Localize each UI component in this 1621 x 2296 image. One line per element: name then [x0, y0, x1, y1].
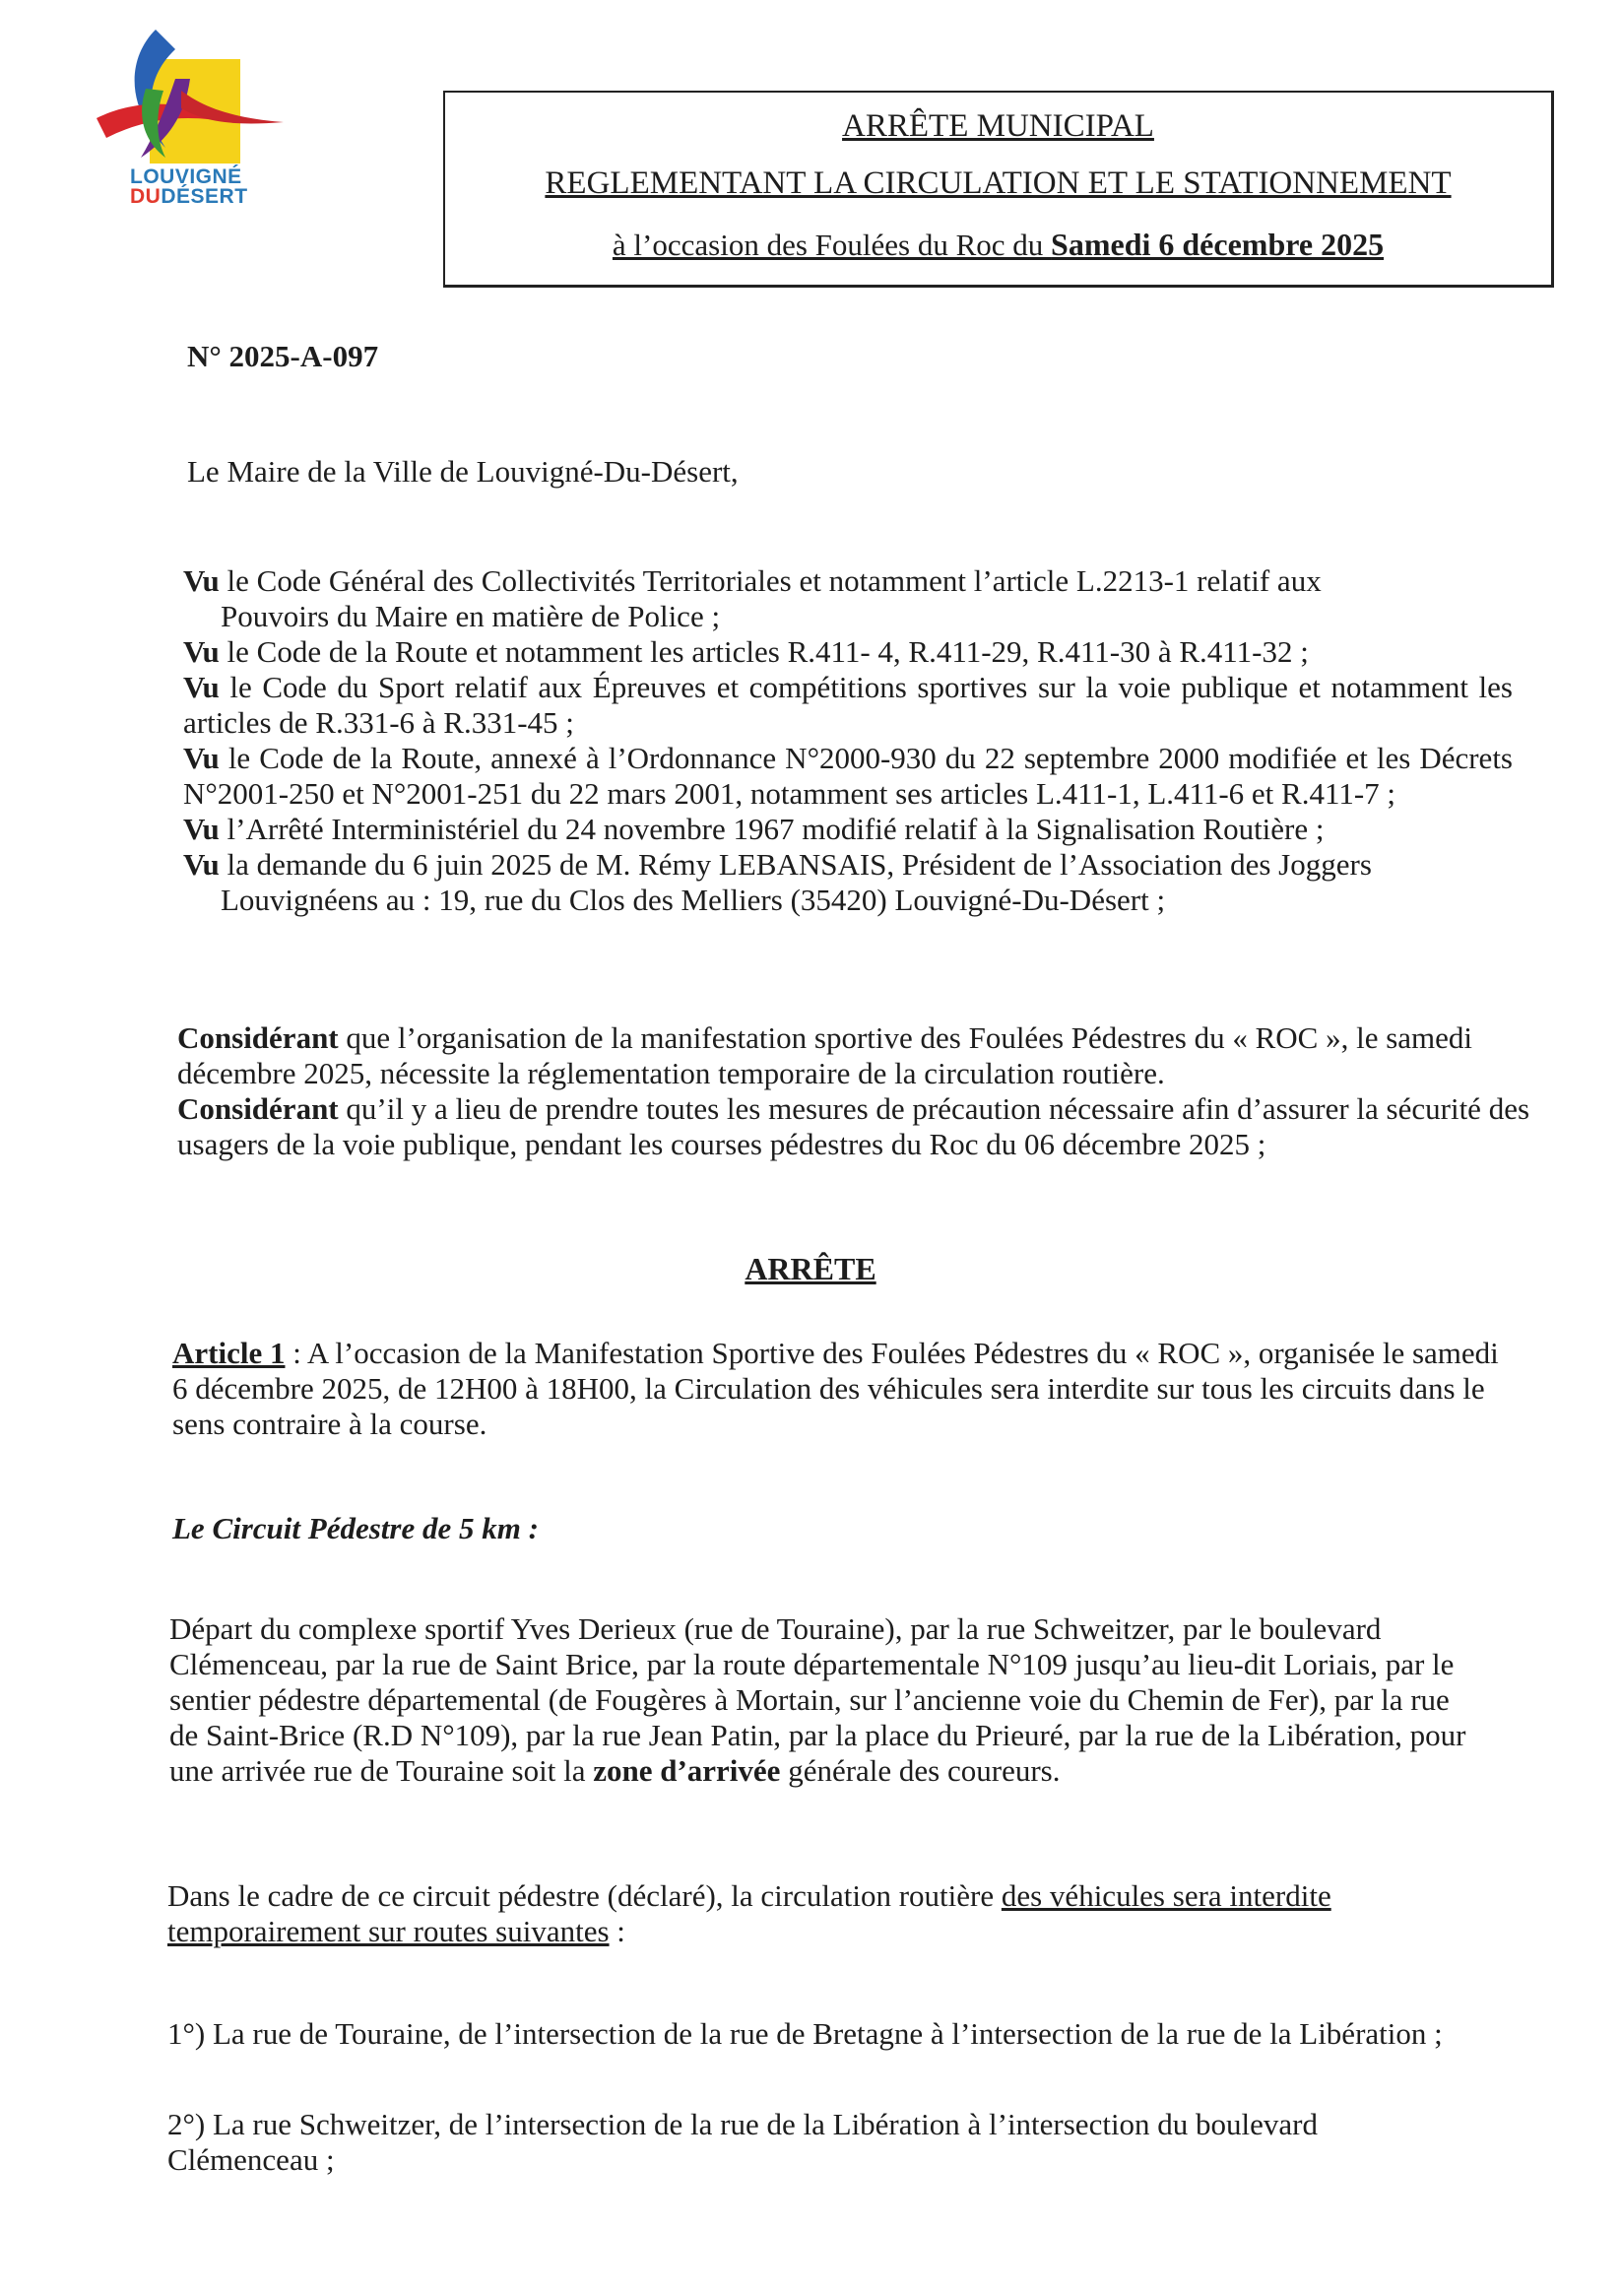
vu-clauses: [183, 563, 1513, 918]
title-line-2: REGLEMENTANT LA CIRCULATION ET LE STATIONNEMENT: [545, 165, 1452, 201]
title-line-3: à l’occasion des Foulées du Roc du Samedi 6 décembre 2025: [612, 227, 1385, 262]
vu-clause-cont: Pouvoirs du Maire en matière de Police ;: [221, 599, 721, 633]
considerant-clauses: [177, 1020, 1578, 1162]
circuit-route-description: Départ du complexe sportif Yves Derieux (rue de Touraine), par la rue Schweitzer, par le boulevard Clémenceau, par la rue de Saint Brice, par la route départementale N°109 jusqu’au lieu-dit Loriais, par le sentier pédestre départemental (de Fougères à Mortain, sur l’ancienne voie du Chemin de Fer), par la rue de Saint-Brice (R.D N°109), par la rue Jean Patin, par la place du Prieuré, par la rue de la Libération, pour une arrivée rue de Touraine soit la zone d’arrivée générale des coureurs.: [169, 1611, 1466, 1788]
road-list-item: 1°) La rue de Touraine, de l’intersection de la rue de Bretagne à l’intersection de la rue de la Libération ;: [167, 2016, 1443, 2051]
vu-clause-cont: Louvignéens au : 19, rue du Clos des Melliers (35420) Louvigné-Du-Désert ;: [221, 883, 1166, 917]
title-line-1: ARRÊTE MUNICIPAL: [842, 108, 1154, 144]
title-box: [443, 91, 1554, 288]
article-1-label: Article 1: [172, 1336, 286, 1370]
vu-clause: Vu la demande du 6 juin 2025 de M. Rémy LEBANSAIS, Président de l’Association des Joggers: [183, 847, 1372, 882]
decree-number: N° 2025-A-097: [187, 339, 379, 373]
vu-clause: Vu le Code de la Route et notamment les articles R.411- 4, R.411-29, R.411-30 à R.411-32 ;: [183, 634, 1309, 669]
vu-clause: Vu le Code de la Route, annexé à l’Ordonnance N°2000-930 du 22 septembre 2000 modifiée et les Décrets N°2001-250 et N°2001-251 du 22 mars 2001, notamment ses articles L.411-1, L.411-6 et R.411-7 ;: [183, 741, 1513, 811]
arrete-heading: ARRÊTE: [745, 1251, 876, 1286]
logo-graphic: [87, 20, 284, 167]
restriction-intro: Dans le cadre de ce circuit pédestre (déclaré), la circulation routière des véhicules sera interdite temporairement sur routes suivantes :: [167, 1878, 1331, 1948]
circuit-heading: Le Circuit Pédestre de 5 km :: [172, 1511, 539, 1545]
vu-clause: Vu le Code Général des Collectivités Territoriales et notamment l’article L.2213-1 relatif aux: [183, 563, 1322, 598]
logo-line1: LOUVIGNÉ: [130, 165, 242, 188]
vu-clause: Vu l’Arrêté Interministériel du 24 novembre 1967 modifié relatif à la Signalisation Routière ;: [183, 812, 1325, 846]
road-list-item: 2°) La rue Schweitzer, de l’intersection de la rue de la Libération à l’intersection du boulevard Clémenceau ;: [167, 2107, 1319, 2177]
article-1: [172, 1336, 1502, 1442]
article-1-text: : A l’occasion de la Manifestation Sportive des Foulées Pédestres du « ROC », organisée le samedi 6 décembre 2025, de 12H00 à 18H00, la Circulation des véhicules sera interdite sur tous les circuits dans le sens contraire à la course.: [172, 1336, 1499, 1441]
town-logo: [87, 20, 303, 217]
logo-wordmark: [130, 167, 307, 207]
considerant-clause: Considérant que l’organisation de la manifestation sportive des Foulées Pédestres du « ROC », le samedi décembre 2025, nécessite la réglementation temporaire de la circulation routière.: [177, 1020, 1473, 1090]
considerant-clause: Considérant qu’il y a lieu de prendre toutes les mesures de précaution nécessaire afin d’assurer la sécurité des usagers de la voie publique, pendant les courses pédestres du Roc du 06 décembre 2025 ;: [177, 1091, 1530, 1161]
vu-clause: Vu le Code du Sport relatif aux Épreuves et compétitions sportives sur la voie publique et notamment les articles de R.331-6 à R.331-45 ;: [183, 670, 1513, 740]
logo-line2: DUDÉSERT: [130, 185, 248, 208]
mayor-line: Le Maire de la Ville de Louvigné-Du-Désert,: [187, 454, 739, 489]
